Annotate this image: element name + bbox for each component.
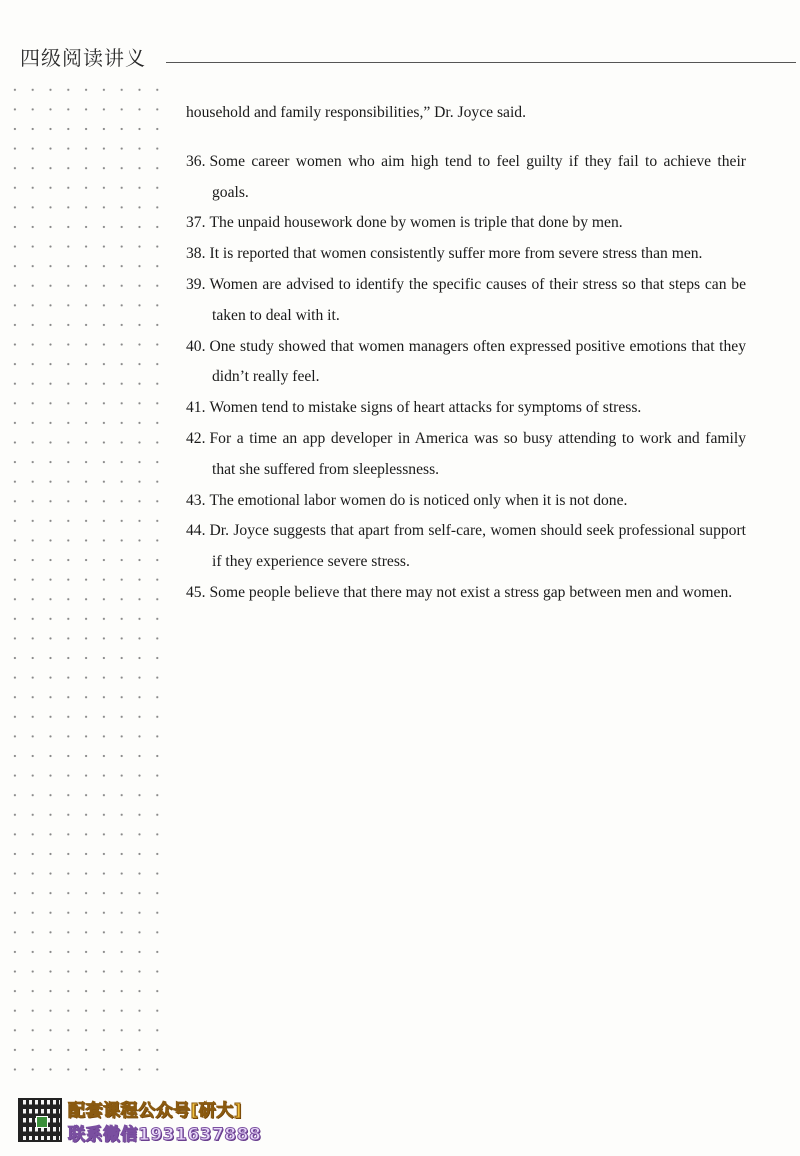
question-number: 37.	[186, 214, 206, 232]
question-text: The unpaid housework done by women is triple that done by men.	[209, 214, 623, 232]
qr-logo-icon	[36, 1116, 48, 1128]
question-text: Women are advised to identify the specific causes of their stress so that steps can be taken to deal with it.	[209, 275, 746, 324]
header-rule	[166, 62, 796, 63]
question-text: One study showed that women managers often expressed positive emotions that they didn’t really feel.	[209, 337, 746, 386]
question-text: Some people believe that there may not exist a stress gap between men and women.	[209, 583, 733, 601]
watermark-banner	[18, 1094, 318, 1146]
question-item	[186, 147, 746, 209]
question-number: 41.	[186, 399, 206, 417]
question-item	[186, 239, 746, 270]
question-text: It is reported that women consistently suffer more from severe stress than men.	[209, 245, 703, 263]
question-item	[186, 516, 746, 578]
question-item	[186, 270, 746, 332]
watermark-line-1: 配套课程公众号[研大]	[68, 1101, 243, 1121]
question-text: For a time an app developer in America was so busy attending to work and family that she suffered from sleeplessness.	[209, 429, 746, 478]
question-item	[186, 486, 746, 517]
question-text: The emotional labor women do is noticed only when it is not done.	[209, 491, 628, 509]
question-number: 38.	[186, 245, 206, 263]
margin-dot-grid	[6, 80, 172, 1080]
question-number: 43.	[186, 491, 206, 509]
page-header-title: 四级阅读讲义	[20, 46, 146, 70]
qr-code-icon	[18, 1098, 62, 1142]
questions-section	[186, 98, 746, 609]
watermark-line-2: 联系微信1931637888	[68, 1125, 262, 1145]
question-number: 40.	[186, 337, 206, 355]
question-number: 45.	[186, 583, 206, 601]
question-item	[186, 424, 746, 486]
question-item	[186, 208, 746, 239]
passage-continuation: household and family responsibilities,” Dr. Joyce said.	[186, 104, 526, 121]
question-text: Women tend to mistake signs of heart attacks for symptoms of stress.	[209, 399, 642, 417]
question-text: Some career women who aim high tend to feel guilty if they fail to achieve their goals.	[209, 152, 746, 201]
question-number: 39.	[186, 275, 206, 293]
question-item	[186, 578, 746, 609]
question-text: Dr. Joyce suggests that apart from self-care, women should seek professional support if they experience severe stress.	[209, 522, 746, 571]
question-item	[186, 393, 746, 424]
question-number: 44.	[186, 522, 206, 540]
question-item	[186, 332, 746, 394]
question-number: 36.	[186, 152, 206, 170]
question-number: 42.	[186, 429, 206, 447]
